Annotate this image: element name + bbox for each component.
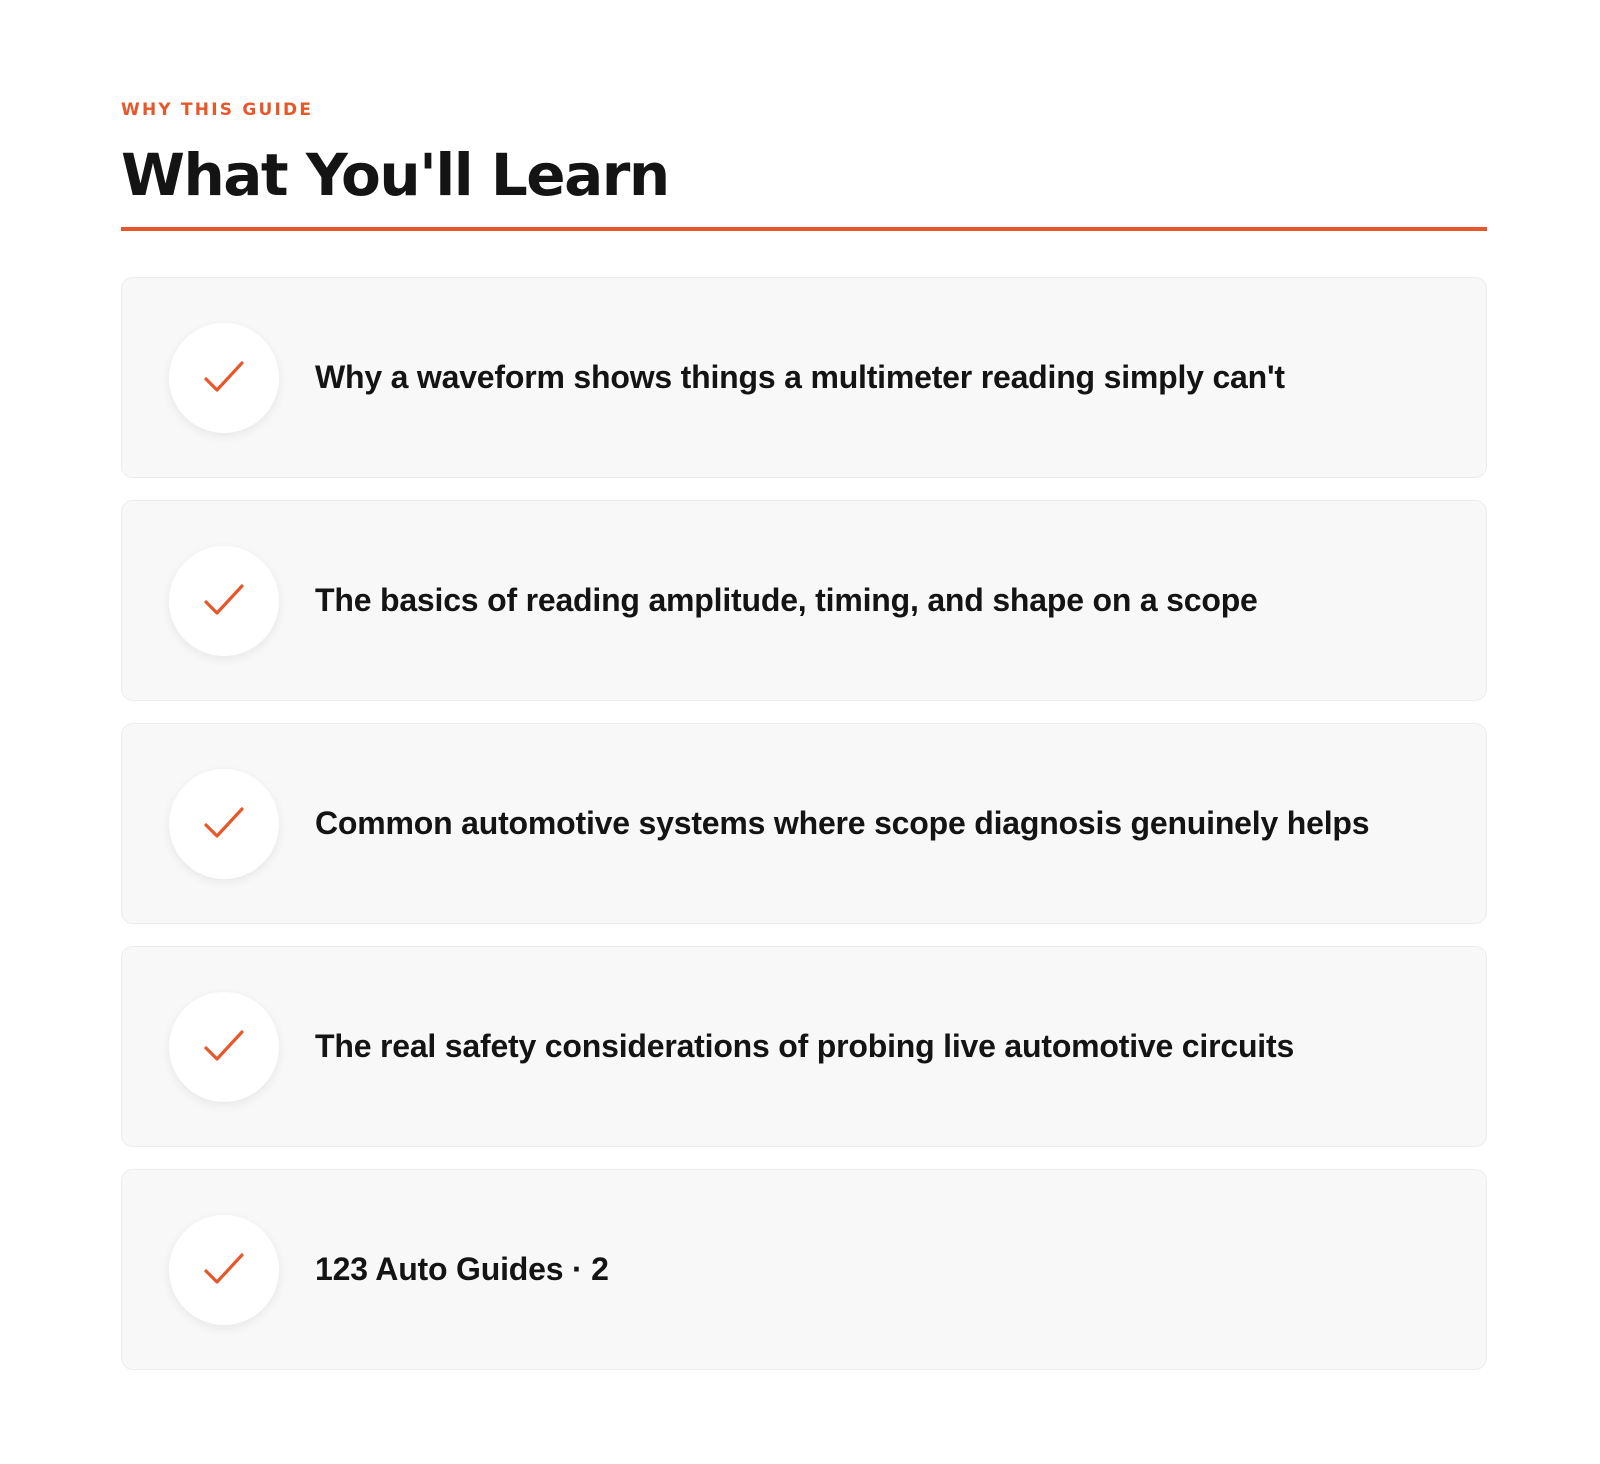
check-icon <box>204 1027 244 1067</box>
list-item <box>121 1169 1487 1370</box>
list-item <box>121 946 1487 1147</box>
check-icon <box>204 804 244 844</box>
list-item <box>121 723 1487 924</box>
check-icon <box>204 581 244 621</box>
list-item-text: 123 Auto Guides · 2 <box>315 1251 609 1287</box>
check-badge <box>169 769 279 879</box>
section-title: What You'll Learn <box>121 141 669 209</box>
learn-list <box>121 277 1487 1392</box>
check-badge <box>169 1215 279 1325</box>
check-badge <box>169 992 279 1102</box>
check-badge <box>169 546 279 656</box>
list-item-text: Common automotive systems where scope diagnosis genuinely helps <box>315 805 1370 841</box>
section-eyebrow: WHY THIS GUIDE <box>121 100 314 120</box>
list-item-text: The real safety considerations of probing live automotive circuits <box>315 1028 1295 1064</box>
list-item-text: Why a waveform shows things a multimeter reading simply can't <box>315 359 1285 395</box>
check-icon <box>204 358 244 398</box>
check-badge <box>169 323 279 433</box>
list-item <box>121 277 1487 478</box>
check-icon <box>204 1250 244 1290</box>
list-item-text: The basics of reading amplitude, timing, and shape on a scope <box>315 582 1258 618</box>
list-item <box>121 500 1487 701</box>
title-underline <box>121 227 1487 231</box>
